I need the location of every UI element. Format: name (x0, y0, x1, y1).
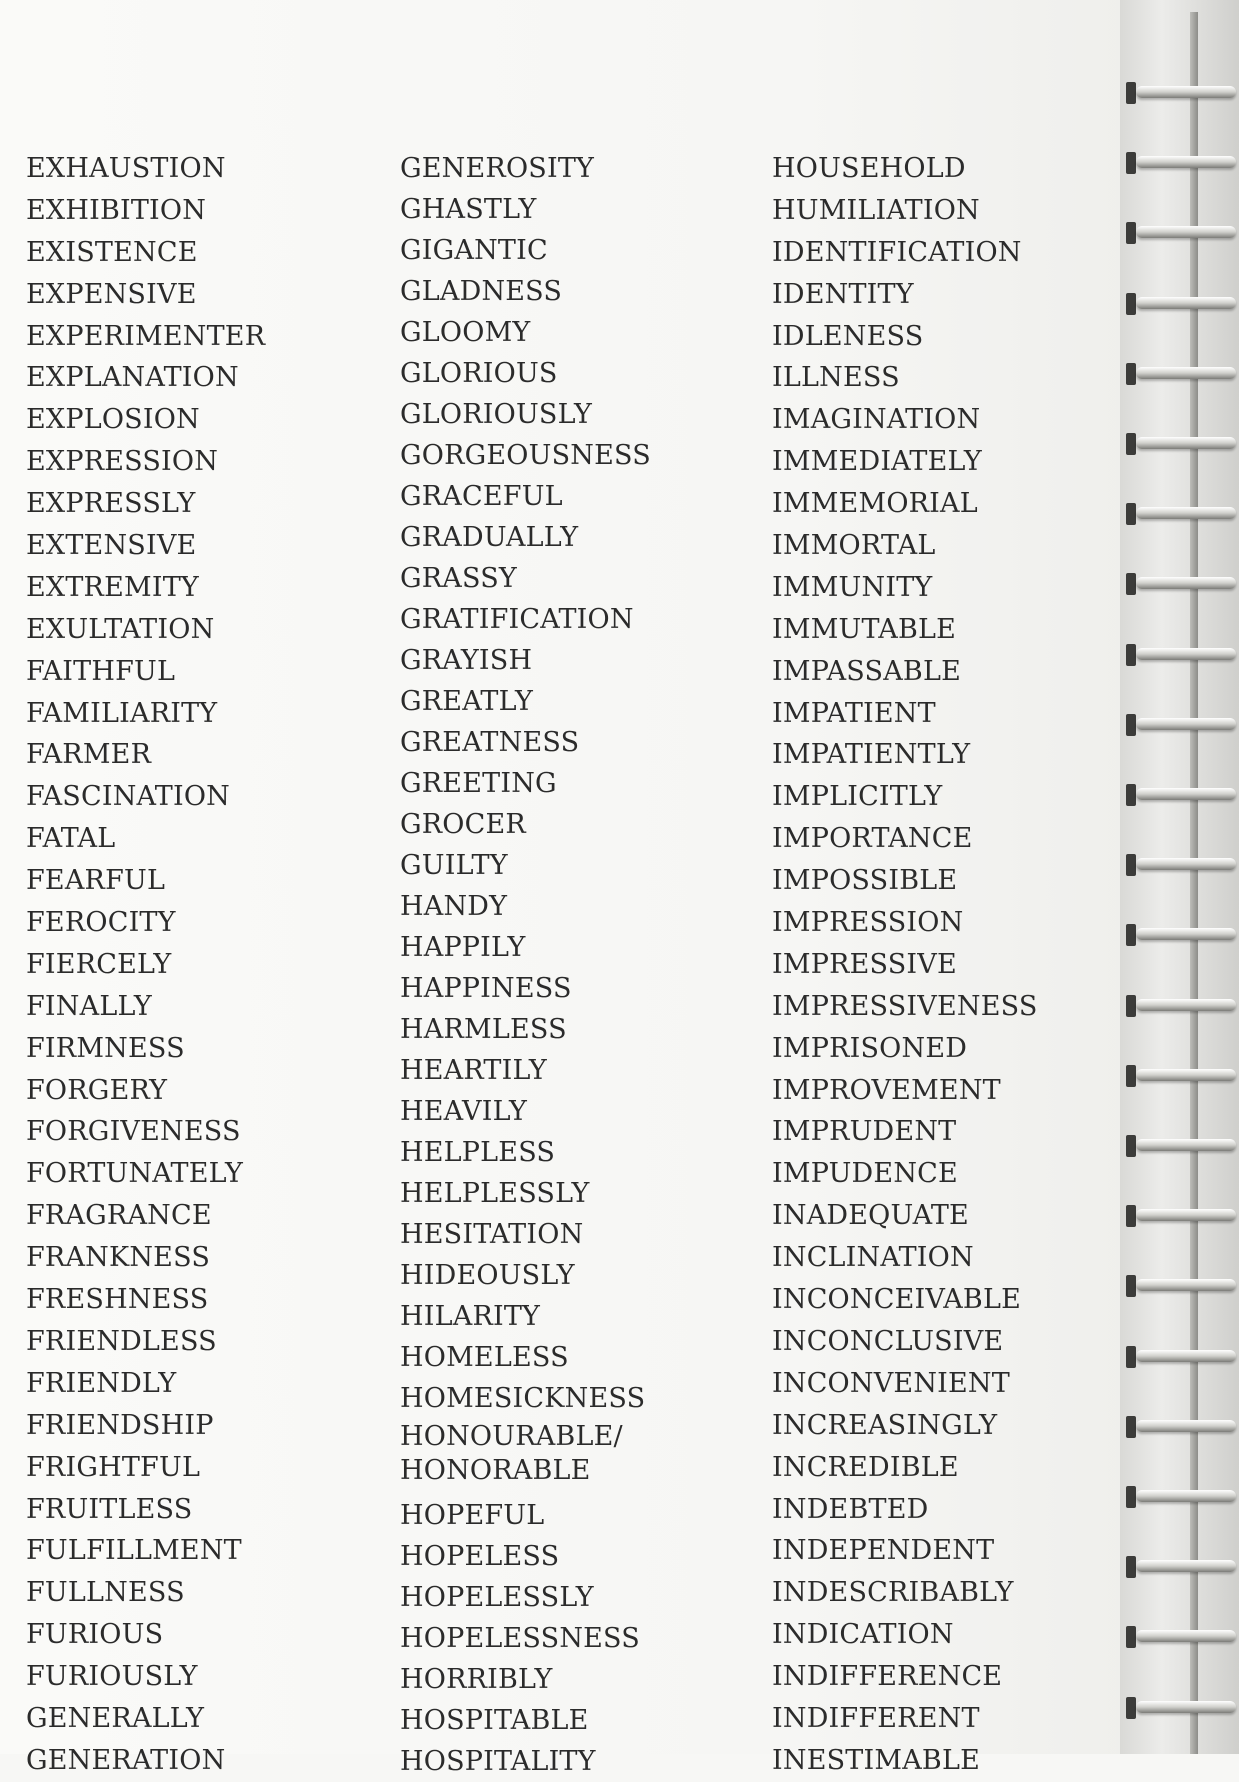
word-entry: HOMESICKNESS (400, 1383, 646, 1414)
word-entry: INESTIMABLE (772, 1744, 980, 1776)
word-entry: IMPRUDENT (772, 1116, 957, 1148)
word-entry: EXHIBITION (26, 194, 207, 226)
binding-ring (1126, 1201, 1236, 1231)
word-entry: HOPELESSLY (400, 1582, 594, 1613)
word-entry: FAMILIARITY (26, 697, 218, 729)
word-entry: FRIENDSHIP (26, 1409, 214, 1441)
word-entry: HANDY (400, 891, 508, 922)
word-entry: IDENTITY (772, 278, 914, 310)
word-entry: EXULTATION (26, 613, 215, 645)
word-entry: FRIENDLY (26, 1367, 177, 1399)
word-entry: HORRIBLY (400, 1664, 553, 1695)
word-entry: IMPOSSIBLE (772, 865, 958, 897)
word-entry: IMMEDIATELY (772, 446, 982, 478)
word-entry: GROCER (400, 809, 526, 840)
word-entry: IDENTIFICATION (772, 236, 1022, 268)
word-entry: GRACEFUL (400, 481, 563, 512)
word-entry: FIRMNESS (26, 1032, 185, 1064)
word-entry: INDEBTED (772, 1493, 929, 1525)
word-entry: INCONVENIENT (772, 1367, 1010, 1399)
word-entry: EXPENSIVE (26, 278, 197, 310)
binding-ring (1126, 640, 1236, 670)
binding-ring (1126, 569, 1236, 599)
word-entry: IMPROVEMENT (772, 1074, 1001, 1106)
word-entry: INDIFFERENCE (772, 1661, 1003, 1693)
word-entry: FULFILLMENT (26, 1535, 242, 1567)
word-entry: INDESCRIBABLY (772, 1577, 1014, 1609)
word-entry: IMMEMORIAL (772, 488, 978, 520)
word-column-2 (400, 148, 760, 1777)
binding-ring (1126, 1482, 1236, 1512)
word-entry: HOPELESS (400, 1541, 560, 1572)
word-entry: INCONCEIVABLE (772, 1284, 1021, 1316)
word-entry: HEAVILY (400, 1096, 528, 1127)
word-entry: FARMER (26, 739, 152, 771)
word-entry: IMMORTAL (772, 530, 936, 562)
word-entry: GUILTY (400, 850, 508, 881)
binding-ring (1126, 429, 1236, 459)
word-entry: EXPERIMENTER (26, 320, 266, 352)
word-entry: FORGIVENESS (26, 1116, 241, 1148)
word-entry: EXPLOSION (26, 404, 200, 436)
word-entry: HELPLESS (400, 1137, 556, 1168)
word-entry: HAPPILY (400, 932, 526, 963)
word-entry: HEARTILY (400, 1055, 547, 1086)
word-entry: INCLINATION (772, 1242, 974, 1274)
word-entry: GENERALLY (26, 1702, 205, 1734)
binding-ring (1126, 1622, 1236, 1652)
binding-ring (1126, 920, 1236, 950)
binding-ring (1126, 1131, 1236, 1161)
word-entry: IMPRESSION (772, 907, 964, 939)
binding-ring (1126, 1412, 1236, 1442)
word-entry: ILLNESS (772, 362, 900, 394)
word-entry: FRESHNESS (26, 1284, 209, 1316)
word-entry: EXPRESSLY (26, 488, 196, 520)
word-entry: GENERATION (26, 1744, 226, 1776)
word-entry: INCREASINGLY (772, 1409, 998, 1441)
word-entry: HELPLESSLY (400, 1178, 590, 1209)
word-entry: HOMELESS (400, 1342, 569, 1373)
word-entry: INDEPENDENT (772, 1535, 995, 1567)
word-entry: IMPASSABLE (772, 655, 961, 687)
word-entry: FULLNESS (26, 1577, 185, 1609)
binding-ring (1126, 1693, 1236, 1723)
word-entry: FURIOUSLY (26, 1661, 198, 1693)
word-entry: GORGEOUSNESS (400, 440, 651, 471)
binding-ring (1126, 148, 1236, 178)
word-entry: GRATIFICATION (400, 604, 634, 635)
word-entry: IMAGINATION (772, 404, 981, 436)
binding-ring (1126, 289, 1236, 319)
word-entry: EXPRESSION (26, 446, 219, 478)
word-entry: HILARITY (400, 1301, 541, 1332)
word-entry: IMPATIENTLY (772, 739, 971, 771)
word-entry: HOPEFUL (400, 1500, 545, 1531)
binding-ring (1126, 991, 1236, 1021)
word-entry: FIERCELY (26, 948, 172, 980)
word-entry: IMPLICITLY (772, 781, 943, 813)
word-entry: FURIOUS (26, 1619, 164, 1651)
word-entry: FRIENDLESS (26, 1325, 217, 1357)
binding-ring (1126, 780, 1236, 810)
binding-ring (1126, 1061, 1236, 1091)
word-entry: HONORABLE (400, 1455, 591, 1486)
word-entry: FASCINATION (26, 781, 230, 813)
word-entry: IMPRESSIVE (772, 948, 957, 980)
binding-ring (1126, 78, 1236, 108)
word-entry: GREETING (400, 768, 557, 799)
word-entry: INADEQUATE (772, 1200, 969, 1232)
word-entry: GRASSY (400, 563, 517, 594)
binding-ring (1126, 710, 1236, 740)
word-entry: HONOURABLE/ (400, 1421, 623, 1452)
binding-ring (1126, 499, 1236, 529)
word-entry: HOSPITALITY (400, 1746, 596, 1777)
word-entry: FEARFUL (26, 865, 166, 897)
word-entry: HAPPINESS (400, 973, 572, 1004)
word-entry: GHASTLY (400, 194, 537, 225)
word-entry: IMPATIENT (772, 697, 936, 729)
word-entry: HUMILIATION (772, 194, 980, 226)
word-entry: EXPLANATION (26, 362, 239, 394)
binding-ring (1126, 850, 1236, 880)
word-entry: HESITATION (400, 1219, 584, 1250)
word-entry: FORTUNATELY (26, 1158, 244, 1190)
word-entry: IMPRISONED (772, 1032, 968, 1064)
word-entry: FRAGRANCE (26, 1200, 212, 1232)
word-entry: HOSPITABLE (400, 1705, 589, 1736)
word-entry: INCONCLUSIVE (772, 1325, 1004, 1357)
word-entry: IMPRESSIVENESS (772, 990, 1038, 1022)
word-entry: GLADNESS (400, 276, 563, 307)
word-entry: HIDEOUSLY (400, 1260, 575, 1291)
binding-ring (1126, 218, 1236, 248)
word-entry: EXHAUSTION (26, 153, 226, 184)
word-entry: INDIFFERENT (772, 1702, 980, 1734)
word-entry: GRAYISH (400, 645, 533, 676)
binding-ring (1126, 359, 1236, 389)
word-entry: EXISTENCE (26, 236, 198, 268)
word-entry: FRUITLESS (26, 1493, 193, 1525)
word-entry: FINALLY (26, 990, 152, 1022)
word-entry: FATAL (26, 823, 116, 855)
word-column-1 (26, 148, 386, 1776)
word-entry: GENEROSITY (400, 153, 595, 184)
word-entry: FEROCITY (26, 907, 176, 939)
word-entry: IDLENESS (772, 320, 924, 352)
word-entry: IMPUDENCE (772, 1158, 958, 1190)
word-entry: IMMUNITY (772, 571, 933, 603)
word-column-3 (772, 148, 1132, 1776)
word-entry: FORGERY (26, 1074, 168, 1106)
word-entry: GLORIOUSLY (400, 399, 593, 430)
word-entry: GLORIOUS (400, 358, 558, 389)
word-entry: IMMUTABLE (772, 613, 957, 645)
word-entry: HARMLESS (400, 1014, 567, 1045)
word-entry: GREATNESS (400, 727, 580, 758)
word-entry: INDICATION (772, 1619, 954, 1651)
word-entry: EXTREMITY (26, 571, 199, 603)
word-entry: EXTENSIVE (26, 530, 197, 562)
word-entry: GLOOMY (400, 317, 531, 348)
word-entry: IMPORTANCE (772, 823, 973, 855)
word-entry: GRADUALLY (400, 522, 579, 553)
word-entry: FRIGHTFUL (26, 1451, 201, 1483)
word-entry: HOUSEHOLD (772, 153, 966, 184)
word-entry: FRANKNESS (26, 1242, 211, 1274)
word-entry: GIGANTIC (400, 235, 548, 266)
binding-ring (1126, 1342, 1236, 1372)
word-entry: FAITHFUL (26, 655, 176, 687)
binding-ring (1126, 1271, 1236, 1301)
word-entry: GREATLY (400, 686, 534, 717)
word-entry: INCREDIBLE (772, 1451, 959, 1483)
word-entry: HOPELESSNESS (400, 1623, 640, 1654)
binding-ring (1126, 1552, 1236, 1582)
